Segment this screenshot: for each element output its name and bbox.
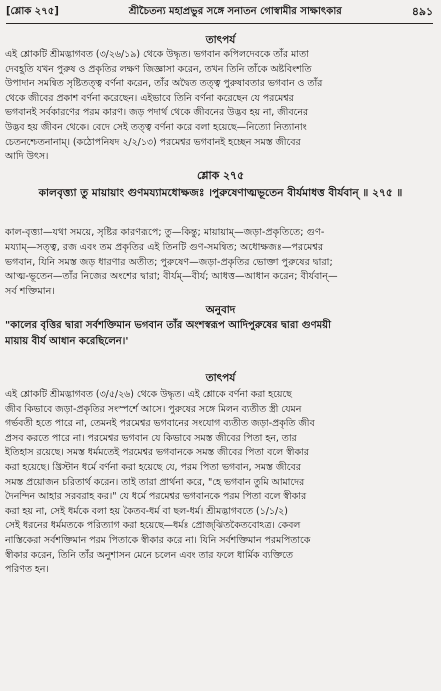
purport-line: পরিণত হন। — [5, 564, 49, 576]
purport-title-1: তাৎপর্য — [205, 34, 236, 46]
purport-line: দেবহূতি যখন পুরুষ ও প্রকৃতির লক্ষণ জিজ্ঞাসা করেন, তখন তিনি তাঁকে অষ্টবিংশতি — [5, 63, 312, 75]
purport-line: নাস্তিকেরা সর্বশক্তিমান পরম পিতাকে স্বীকার করে না। যিনি সর্বশক্তিমান পরমপিতাকে — [5, 534, 311, 546]
translation-title: অনুবাদ — [205, 304, 236, 316]
verse-heading: শ্লোক ২৭৫ — [197, 169, 244, 182]
purport-line: সমস্ত প্রয়োজন চরিতার্থ করেন। তাই তারা প্রার্থনা করে, "হে ভগবান তুমি আমাদের — [5, 476, 305, 488]
purport-line: উদ্ভব হয় জীবন থেকে। বেদে সেই তত্ত্ব বর্ণনা করে বলা হয়েছে—নিত্যো নিত্যানাং — [5, 121, 307, 133]
synonym-line: ভগবান, যিনি সমস্ত জড় ধারণার অতীত; পুরুষেণ—জড়া-প্রকৃতির ভোক্তা পুরুষের দ্বারা; — [5, 256, 333, 268]
purport-line: প্রসব করতে পারে না। পরমেশ্বর ভগবান যে কিভাবে সমস্ত জীবের পিতা হন, তার — [5, 432, 297, 444]
purport-line: ইতিহাস রয়েছে। সমস্ত ধর্মমতেই পরমেশ্বর ভগবানকে সমস্ত জীবের পিতা বলে স্বীকার — [5, 447, 309, 459]
synonym-line: আত্ম-ভূতেন—তাঁর নিজের অংশের দ্বারা; বীর্যম্—বীর্য; আধত্ত—আধান করেন; বীর্যবান্— — [5, 271, 338, 283]
purport-line: করা হয়েছে। খ্রিস্টান ধর্মে বর্ণনা করা হয়েছে যে, পরম পিতা ভগবান, সমস্ত জীবের — [5, 461, 301, 473]
purport-line: এই শ্লোকটি শ্রীমদ্ভাগবত (৩/৫/২৬) থেকে উদ্ধৃত। এই শ্লোকে বর্ণনা করা হয়েছে — [5, 389, 292, 400]
purport-line: ভগবানই সর্বকারণের পরম কারণ। জড় পদার্থ থেকে জীবনের উদ্ভব হয় না, জীবনের — [5, 107, 309, 119]
purport-paragraph-1 — [5, 48, 433, 165]
purport-line: গর্ভবতী হতে পারে না, তেমনই পরমেশ্বর ভগবানের সংযোগ ব্যতীত জড়া-প্রকৃতি জীব — [5, 418, 315, 430]
header-divider — [6, 23, 433, 24]
translation-line: "কালের বৃত্তির দ্বারা সর্বশক্তিমান ভগবান তাঁর অংশস্বরূপ আদিপুরুষের দ্বারা গুণময়ী — [5, 320, 331, 331]
purport-line: স্বীকার করেন, তিনি তাঁর অনুশাসন মেনে চলেন এবং তার ফলে ধার্মিক ব্যক্তিতে — [5, 549, 293, 561]
translation-line: মায়ায় বীর্য আধান করেছিলেন।' — [5, 336, 129, 347]
purport-paragraph-2 — [5, 388, 433, 578]
translation-text — [5, 318, 433, 350]
synonym-line: কাল-বৃত্ত্যা—যথা সময়ে, সৃষ্টির কারণরূপে; তু—কিন্তু; মায়ায়াম্—জড়া-প্রকৃতিতে; গুণ- — [5, 227, 325, 238]
verse-line: পুরুষেণাত্মভূতেন বীর্যমাধত্ত বীর্যবান্ ॥ ২৭৫ ॥ — [212, 187, 403, 199]
running-header — [6, 3, 433, 21]
page-number: ৪৯১ — [411, 4, 433, 18]
synonym-line: ময্যাম্—সত্ত্ব, রজ এবং তম প্রকৃতির এই তিনটি গুণ-সমন্বিত; অধোক্ষজঃ—পরমেশ্বর — [5, 241, 324, 253]
purport-line: দৈনন্দিন আহার সরবরাহ কর।" যে ধর্মে পরমেশ্বর ভগবানকে পরম পিতা বলে স্বীকার — [5, 491, 307, 503]
purport-line: আদি উৎস। — [5, 151, 49, 163]
purport-line: করা হয় না, সেই ধর্মকে বলা হয় কৈতব-ধর্ম বা ছল-ধর্ম। শ্রীমদ্ভাগবতে (১/১/২) — [5, 505, 288, 517]
purport-line: জীব কিভাবে জড়া-প্রকৃতির সংস্পর্শে আসে। পুরুষের সঙ্গে মিলন ব্যতীত স্ত্রী যেমন — [5, 403, 302, 415]
purport-line: থেকে জীবের প্রকাশ বর্ণনা করেছেন। এইভাবে তিনি বর্ণনা করেছেন যে পরমেশ্বর — [5, 92, 294, 104]
purport-line: চেতনশ্চেতনানাম্। (কঠোপনিষদ ২/২/১৩) পরমেশ্বর ভগবানই হচ্ছেন সমস্ত জীবের — [5, 136, 301, 148]
purport-line: সেই ধরনের ধর্মমতকে পরিত্যাগ করা হয়েছে—ধর্মঃ প্রোজ্‌ঝিতকৈতবোঽত্র। কেবল — [5, 520, 301, 532]
verse-text — [0, 185, 441, 202]
synonyms-block — [5, 226, 433, 300]
purport-line: উপাদান সমন্বিত সৃষ্টিতত্ত্ব বর্ণনা করেন, তাঁর অদ্বৈত তত্ত্ব পুরুষাবতার ভগবান ও তাঁর — [5, 78, 323, 90]
purport-line: এই শ্লোকটি শ্রীমদ্ভাগবত (৩/২৬/১৯) থেকে উদ্ধৃত। ভগবান কপিলদেবকে তাঁর মাতা — [5, 49, 309, 60]
verse-line: কালবৃত্ত্যা তু মায়ায়াং গুণময্যামধোক্ষজঃ । — [38, 187, 212, 199]
header-verse-ref: [শ্লোক ২৭৫] — [6, 5, 59, 17]
header-chapter-title: শ্রীচৈতন্য মহাপ্রভুর সঙ্গে সনাতন গোস্বামীর সাক্ষাৎকার — [128, 5, 342, 17]
synonym-line: সর্ব শক্তিমান। — [5, 286, 55, 298]
purport-title-2: তাৎপর্য — [205, 372, 236, 384]
